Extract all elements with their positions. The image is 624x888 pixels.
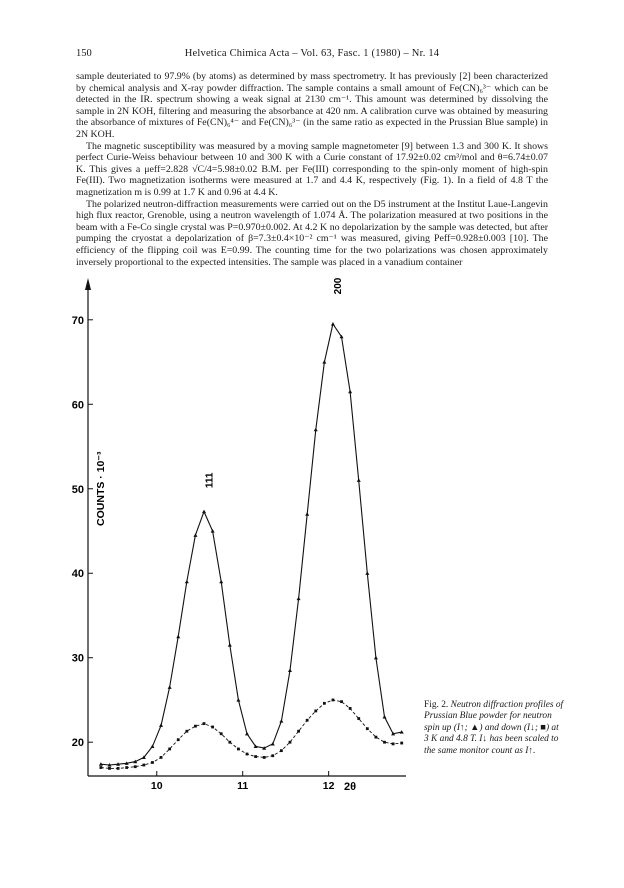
- data-point-triangle: [236, 698, 240, 702]
- data-point-triangle: [357, 478, 361, 482]
- data-point-square: [254, 755, 257, 758]
- data-point-triangle: [322, 360, 326, 364]
- data-point-square: [289, 741, 292, 744]
- chart-axes: [72, 277, 406, 793]
- data-point-square: [168, 748, 171, 751]
- data-point-triangle: [176, 635, 180, 639]
- data-point-square: [108, 767, 111, 770]
- data-point-square: [297, 730, 300, 733]
- page-number: 150: [76, 48, 92, 59]
- data-point-square: [142, 764, 145, 767]
- figure-caption: [424, 700, 564, 757]
- data-point-square: [125, 766, 128, 769]
- data-point-triangle: [331, 322, 335, 326]
- data-point-square: [392, 742, 395, 745]
- y-tick-label: 70: [71, 314, 84, 327]
- data-point-triangle: [211, 529, 215, 533]
- data-point-square: [383, 741, 386, 744]
- data-point-triangle: [288, 668, 292, 672]
- data-point-triangle: [219, 580, 223, 584]
- data-point-square: [323, 702, 326, 705]
- peak-label: 111: [204, 472, 216, 489]
- data-point-triangle: [150, 744, 154, 748]
- data-point-triangle: [168, 685, 172, 689]
- caption-text: Neutron diffraction profiles of Prussian Blue powder for neutron spin up (I↑; ▲) and down (I↓; ■) at 3 K and 4.8 T. I↓ has been scaled to the same monitor count as I↑.: [424, 700, 564, 756]
- caption-label: Fig. 2.: [424, 700, 449, 710]
- data-point-square: [211, 726, 214, 729]
- data-point-square: [237, 748, 240, 751]
- chart-series: [99, 322, 404, 770]
- data-point-square: [340, 700, 343, 703]
- y-axis-arrow-icon: [85, 278, 91, 290]
- y-tick-label: 50: [71, 483, 84, 496]
- peak-label: 200: [333, 277, 345, 295]
- data-point-square: [99, 766, 102, 769]
- data-point-square: [185, 730, 188, 733]
- data-point-square: [375, 736, 378, 739]
- data-point-triangle: [383, 715, 387, 719]
- data-point-square: [134, 765, 137, 768]
- data-point-triangle: [365, 571, 369, 575]
- data-point-triangle: [159, 723, 163, 727]
- data-point-square: [306, 719, 309, 722]
- x-tick-label: 11: [237, 780, 249, 792]
- series-line: [101, 700, 402, 768]
- y-tick-label: 40: [71, 568, 84, 581]
- data-point-square: [263, 756, 266, 759]
- data-point-triangle: [228, 643, 232, 647]
- data-point-square: [400, 742, 403, 745]
- data-point-triangle: [305, 512, 309, 516]
- data-point-square: [349, 707, 352, 710]
- y-tick-label: 30: [71, 652, 84, 665]
- series-spin-up: [99, 322, 404, 767]
- data-point-square: [177, 738, 180, 741]
- data-point-square: [194, 725, 197, 728]
- paragraph: The magnetic susceptibility was measured by a moving sample magnetometer [9] between 1.3 and 300 K. It shows perfect Curie-Weiss behaviour between 10 and 300 K with a Curie constant of 17.92±0.02 cm³/mol and θ=6.74±0.07 K. This gives a μeff=2.828 √C/4=5.98±0.02 B.M. per Fe(III) corresponding to the spin-only moment of high-spin Fe(III). Two magnetization isotherms were measured at 1.7 and 4.4 K, respectively (Fig. 1). In a field of 4.8 T the magnetization m is 0.99 at 1.7 K and 0.96 at 4.4 K.: [76, 140, 548, 198]
- data-point-triangle: [374, 656, 378, 660]
- y-tick-label: 20: [71, 737, 84, 750]
- data-point-triangle: [348, 390, 352, 394]
- paragraph: sample deuteriated to 97.9% (by atoms) as determined by mass spectrometry. It has previously [2] been characterized by chemical analysis and X-ray powder diffraction. The sample contains a small amount of Fe(CN)₆³⁻ which can be detected in the IR. spectrum showing a weak signal at 2130 cm⁻¹. This amount was determined by dissolving the sample in 2N KOH, filtering and measuring the absorbance at 420 nm. A calibration curve was obtained by measuring the absorbance of mixtures of Fe(CN)₆⁴⁻ and Fe(CN)₆³⁻ (in the same ratio as expected in the Prussian Blue sample) in 2N KOH.: [76, 71, 548, 140]
- data-point-square: [246, 753, 249, 756]
- data-point-triangle: [202, 510, 206, 514]
- data-point-square: [357, 717, 360, 720]
- data-point-triangle: [271, 742, 275, 746]
- data-point-square: [151, 761, 154, 764]
- y-tick-label: 60: [71, 399, 84, 412]
- series-line: [101, 324, 402, 765]
- paragraph: The polarized neutron-diffraction measurements were carried out on the D5 instrument at the Institut Laue-Langevin high flux reactor, Grenoble, using a neutron wavelength of 1.074 Å. The polarization measured at two positions in the beam with a Fe-Co single crystal was P=0.970±0.002. At 4.2 K no depolarization by the sample was detected, but after pumping the cryostat a depolarization of β=7.3±0.4×10⁻² cm⁻¹ was measured, giving Peff=0.928±0.003 [10]. The efficiency of the flipping coil was E=0.99. The counting time for the two polarizations was chosen approximately inversely proportional to the expected intensities. The sample was placed in a vanadium container: [76, 198, 548, 268]
- x-tick-label: 12: [322, 780, 335, 792]
- x-tick-label: 10: [150, 780, 163, 792]
- data-point-triangle: [245, 732, 249, 736]
- data-point-square: [332, 699, 335, 702]
- data-point-square: [160, 756, 163, 759]
- y-axis-label: COUNTS · 10⁻³: [95, 451, 107, 526]
- data-point-triangle: [185, 580, 189, 584]
- data-point-square: [228, 741, 231, 744]
- data-point-square: [314, 710, 317, 713]
- x-axis-label: 2θ: [343, 781, 357, 793]
- running-title: Helvetica Chimica Acta – Vol. 63, Fasc. 1 (1980) – Nr. 14: [184, 48, 440, 59]
- data-point-square: [366, 727, 369, 730]
- data-point-triangle: [314, 428, 318, 432]
- data-point-square: [271, 754, 274, 757]
- data-point-square: [203, 722, 206, 725]
- data-point-square: [220, 732, 223, 735]
- series-spin-down: [99, 699, 403, 770]
- data-point-triangle: [279, 719, 283, 723]
- data-point-square: [117, 767, 120, 770]
- data-point-triangle: [297, 597, 301, 601]
- data-point-square: [280, 749, 283, 752]
- data-point-triangle: [193, 533, 197, 537]
